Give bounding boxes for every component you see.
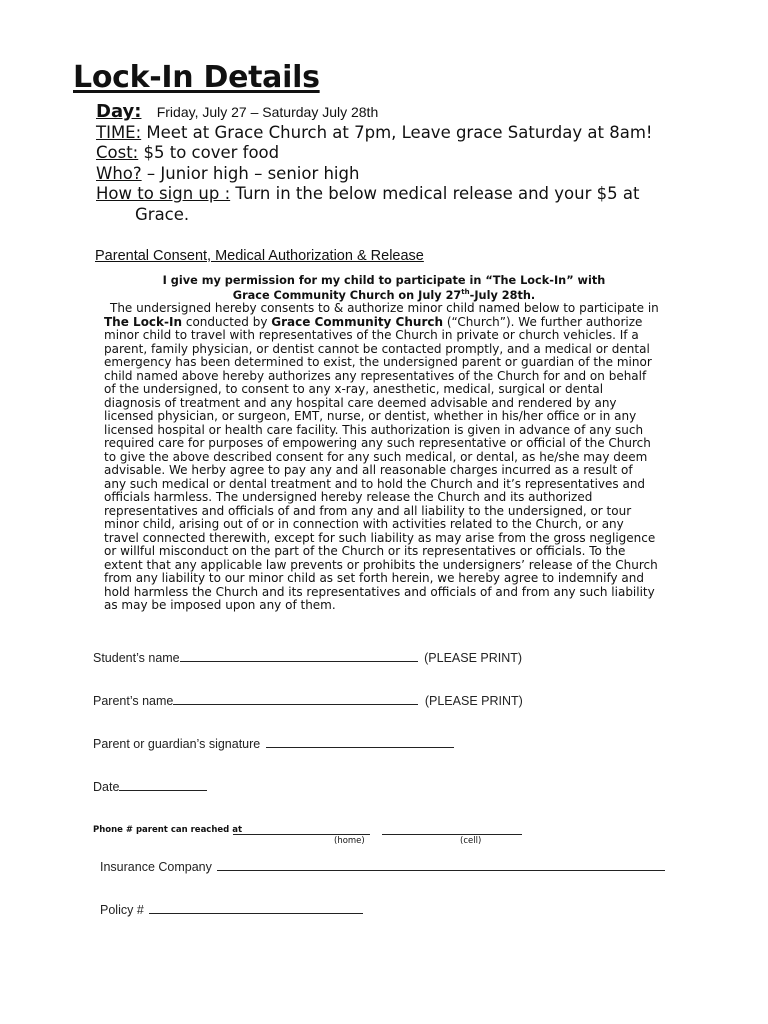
release-paragraph-line: licensed physician, or surgeon, EMT, nurse, or dentist, whether in his/her office or in any [104, 409, 637, 423]
release-paragraph-line: minor child, arising out of or in connection with activities related to the Church, or any [104, 517, 624, 531]
student-name-field[interactable] [93, 651, 522, 665]
insurance-line[interactable] [217, 860, 665, 871]
release-paragraph-line: The undersigned hereby consents to & authorize minor child named below to participate in [110, 301, 659, 315]
student-please-print: (PLEASE PRINT) [424, 651, 523, 665]
phone-home-line[interactable] [233, 825, 370, 835]
release-paragraph-line: diagnosis of treatment and any hospital care deemed advisable and rendered by any [104, 395, 617, 410]
student-name-label: Student’s name [93, 651, 180, 665]
release-paragraph-line: officials harmless. The undersigned hereby release the Church and its authorized [104, 490, 593, 504]
day-label: Day: [96, 101, 142, 122]
signature-label: Parent or guardian’s signature [93, 737, 261, 751]
detail-time [96, 123, 653, 143]
signup-value-continued: Grace. [135, 205, 190, 224]
detail-who [96, 164, 359, 184]
release-paragraph-line: extent that any applicable law prevents or prohibits the undersigners’ release of the Church [104, 557, 658, 572]
release-paragraph-line: The Lock-In conducted by Grace Community Church (“Church”). We further authorize [104, 314, 643, 329]
permission-line-1: I give my permission for my child to participate in “The Lock-In” with [162, 274, 606, 287]
time-value: Meet at Grace Church at 7pm, Leave grace Saturday at 8am! [141, 123, 653, 142]
cost-label: Cost: [96, 143, 139, 162]
permission-line-2-end: -July 28th. [469, 288, 536, 302]
release-paragraph-line: advisable. We herby agree to pay any and all reasonable charges incurred as a result of [104, 463, 633, 477]
parent-name-field[interactable] [93, 694, 523, 708]
release-paragraph-line: child named above hereby authorizes any representatives of the Church for and on behalf [104, 368, 647, 383]
release-paragraph-line: licensed hospital or health care facility. This authorization is given in advance of any such [104, 422, 644, 437]
who-label: Who? [96, 164, 142, 183]
release-paragraph-line: to give the above described consent for any such medical, or dental, as he/she may deem [104, 449, 648, 464]
release-paragraph-line: emergency has been determined to exist, the undersigned parent or guardian of the minor [104, 355, 652, 369]
signature-field[interactable] [93, 737, 454, 751]
policy-field[interactable] [100, 903, 363, 917]
detail-cost [96, 143, 279, 163]
permission-superscript: th [461, 288, 470, 296]
release-paragraph-line: required care for purposes of empowering any such representative or official of the Church [104, 436, 651, 450]
release-paragraph-line: hold harmless the Church and its representatives and officials of and from any such liability [104, 584, 655, 599]
release-paragraph-line: from any liability to our minor child as set forth herein, we hereby agree to indemnify and [104, 571, 645, 585]
parent-please-print: (PLEASE PRINT) [424, 694, 523, 708]
phone-cell-line[interactable] [382, 825, 522, 835]
date-line[interactable] [119, 780, 207, 791]
permission-line-2-start: Grace Community Church on July 27 [232, 288, 462, 302]
cell-label: (cell) [460, 836, 482, 846]
time-label: TIME: [96, 123, 142, 142]
release-paragraph-line: of the undersigned, to consent to any x-ray, anesthetic, medical, surgical or dental [104, 382, 604, 396]
signup-value: Turn in the below medical release and your $5 at [230, 184, 640, 203]
parent-name-line[interactable] [173, 694, 418, 705]
who-value: – Junior high – senior high [141, 164, 360, 183]
release-paragraph-line: as may be imposed upon any of them. [104, 598, 336, 612]
release-paragraph-line: parent, family physician, or dentist cannot be contacted promptly, and a medical or dental [104, 341, 650, 356]
consent-heading: Parental Consent, Medical Authorization & Release [95, 248, 424, 264]
release-paragraph [104, 302, 676, 613]
permission-line-2 [0, 288, 768, 302]
page-title: Lock-In Details [73, 60, 320, 95]
date-label: Date [93, 780, 120, 794]
detail-day [96, 102, 378, 122]
insurance-label: Insurance Company [100, 860, 212, 874]
day-value: Friday, July 27 – Saturday July 28th [156, 104, 379, 120]
home-label: (home) [334, 836, 365, 846]
signature-line[interactable] [266, 737, 454, 748]
release-paragraph-line: any such medical or dental treatment and to hold the Church and it’s representatives and [104, 476, 646, 491]
date-field[interactable] [93, 780, 207, 794]
cost-value: $5 to cover food [138, 143, 280, 162]
release-paragraph-line: minor child to travel with representatives of the Church in private or church vehicles. If a [104, 328, 639, 342]
signup-label: How to sign up : [96, 184, 231, 203]
policy-label: Policy # [100, 903, 144, 917]
detail-signup [96, 184, 639, 204]
release-paragraph-line: travel connected therewith, except for such liability as may arise from the gross negligence [104, 530, 656, 545]
policy-line[interactable] [149, 903, 363, 914]
insurance-field[interactable] [100, 860, 665, 874]
release-paragraph-line: representatives and officials of and from any and all liability to the undersigned, or tour [104, 503, 632, 518]
phone-label: Phone # parent can reached at [93, 825, 243, 835]
parent-name-label: Parent’s name [93, 694, 174, 708]
student-name-line[interactable] [180, 651, 418, 662]
release-paragraph-line: or willful misconduct on the part of the Church or its representatives or officials. To the [104, 544, 626, 558]
